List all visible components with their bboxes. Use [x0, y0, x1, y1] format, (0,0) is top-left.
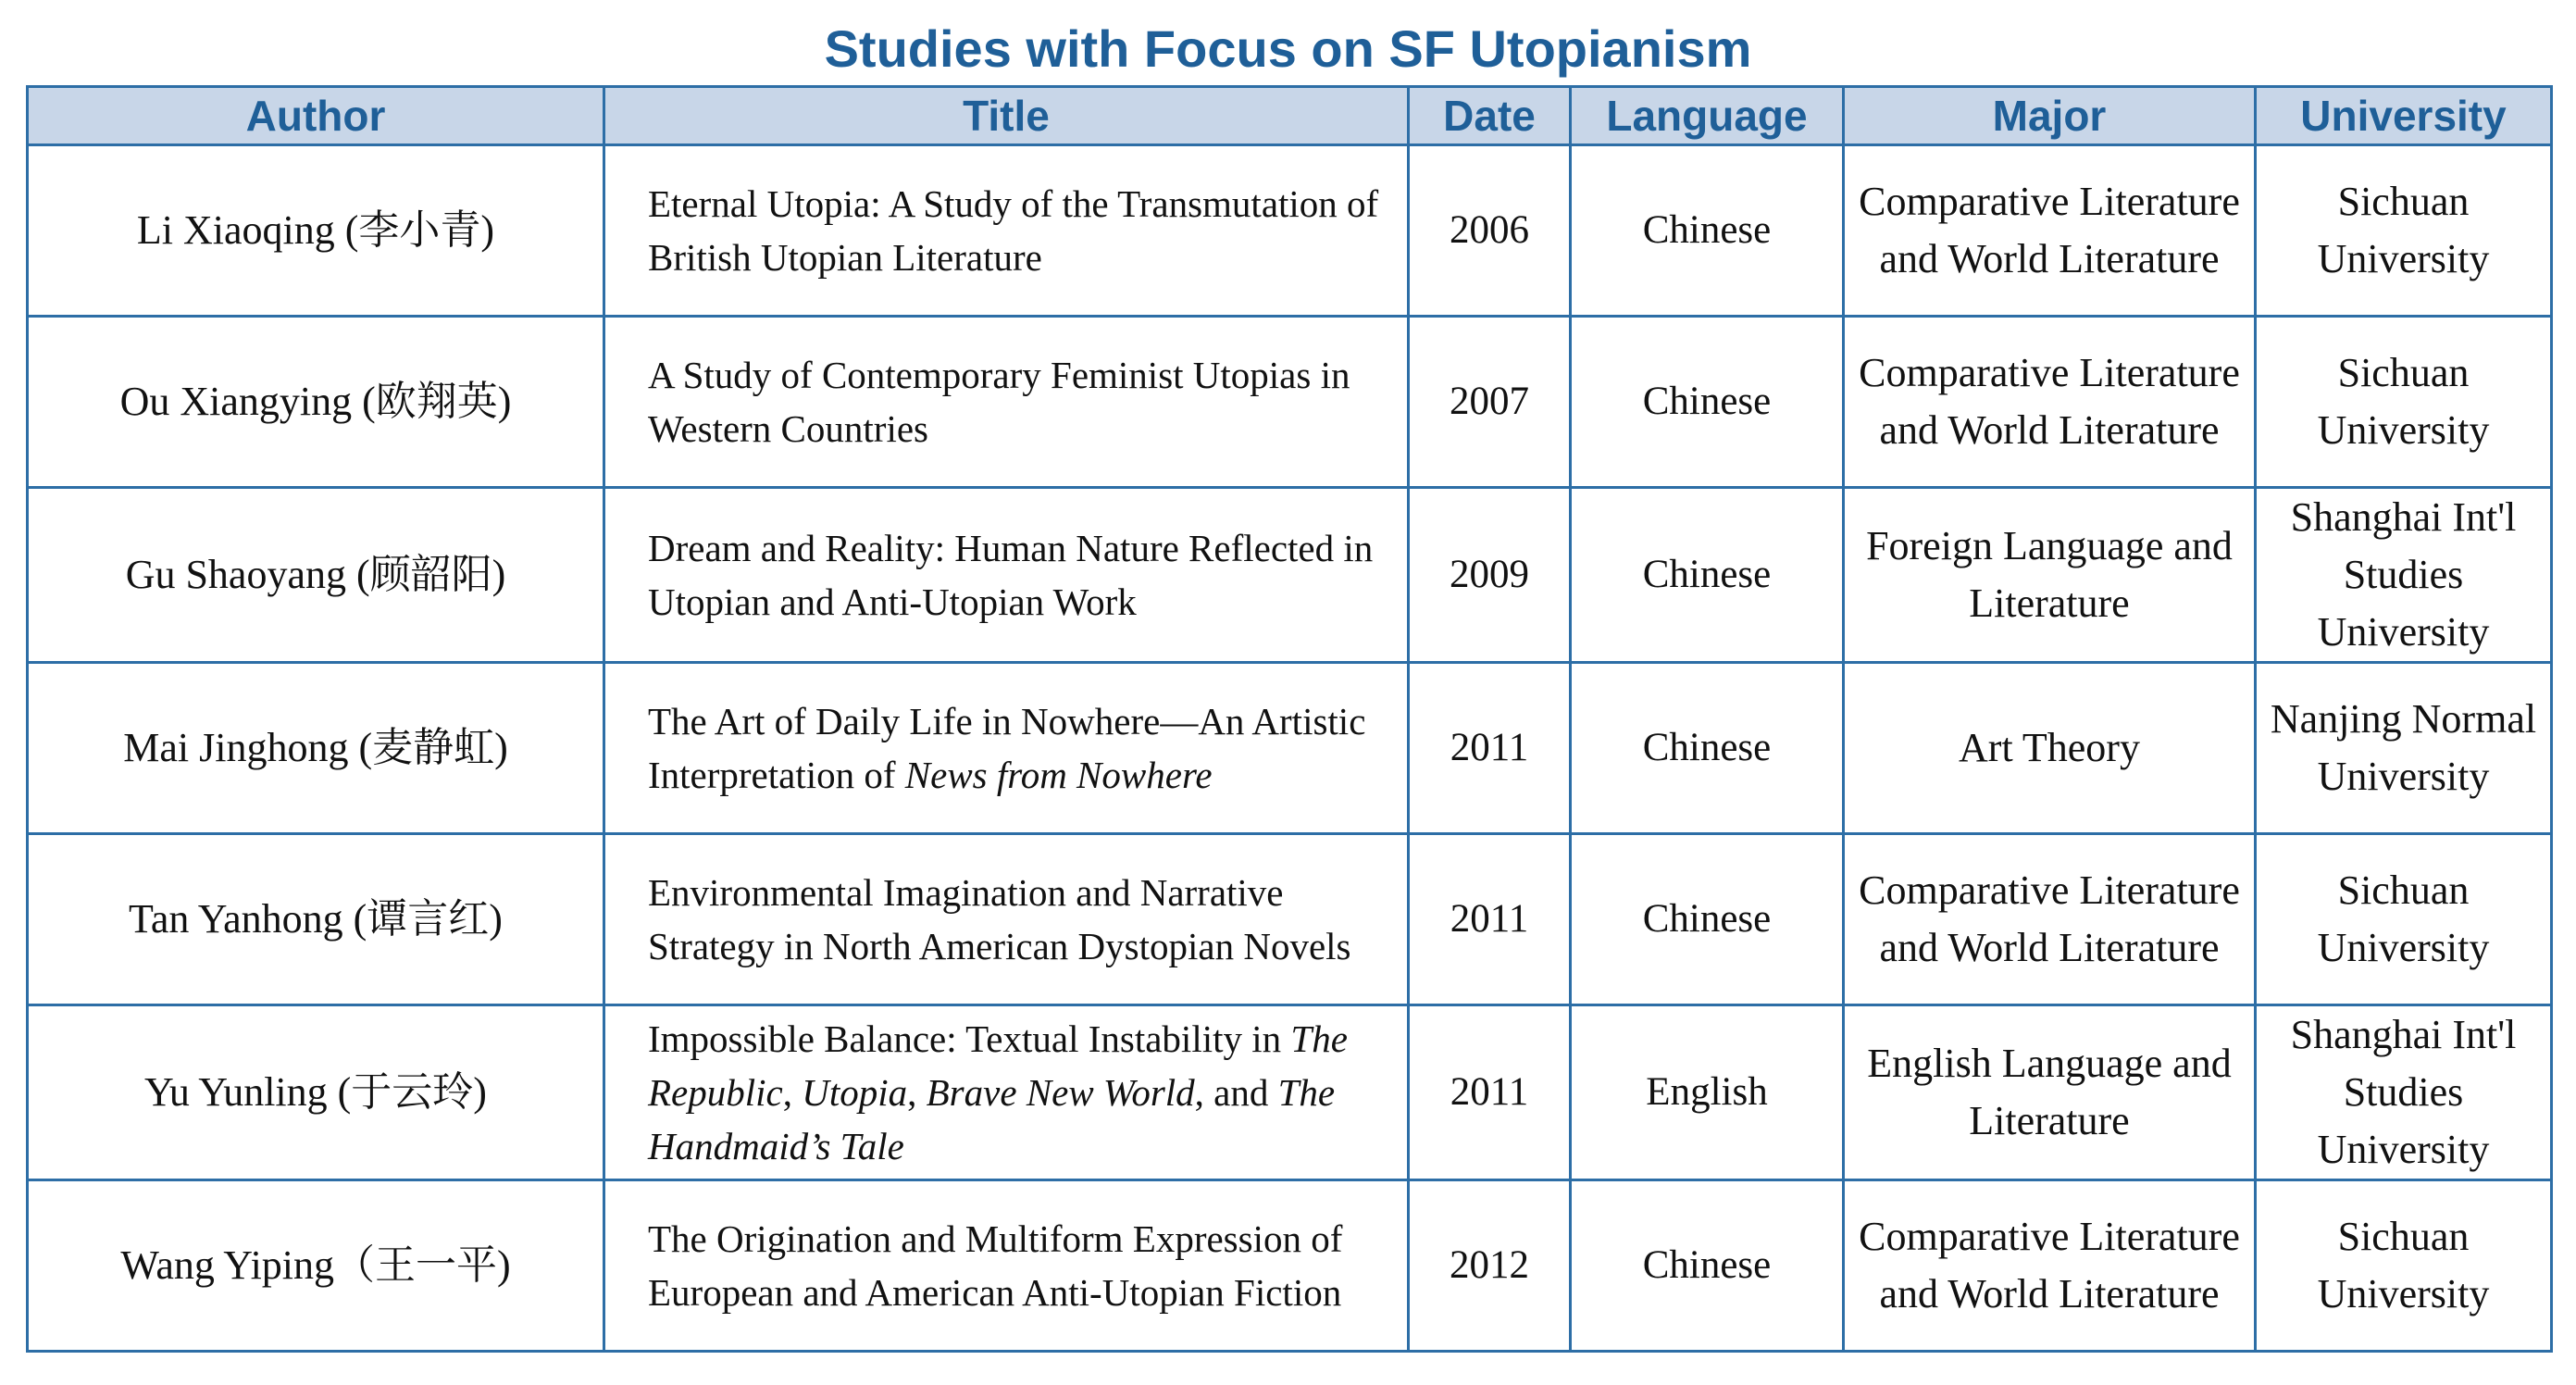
table-row — [28, 488, 2552, 663]
language-cell: Chinese — [1571, 834, 1844, 1005]
author-cell: Yu Yunling (于云玲) — [28, 1005, 604, 1180]
language-cell: Chinese — [1571, 488, 1844, 663]
author-cell: Ou Xiangying (欧翔英) — [28, 317, 604, 488]
date-cell: 2011 — [1409, 663, 1571, 834]
major-cell: Comparative Literature and World Literature — [1844, 1180, 2256, 1352]
author-cell: Mai Jinghong (麦静虹) — [28, 663, 604, 834]
title-cell — [604, 145, 1409, 317]
major-cell: Comparative Literature and World Literature — [1844, 317, 2256, 488]
title-cell — [604, 1005, 1409, 1180]
author-cell: Li Xiaoqing (李小青) — [28, 145, 604, 317]
title-text: Dream and Reality: Human Nature Reflected in Utopian and Anti-Utopian Work — [648, 527, 1374, 623]
major-cell: Foreign Language and Literature — [1844, 488, 2256, 663]
column-header-major: Major — [1844, 87, 2256, 145]
language-cell: Chinese — [1571, 317, 1844, 488]
major-cell: Comparative Literature and World Literature — [1844, 145, 2256, 317]
book-title-italic: The Handmaid’s Tale — [648, 1071, 1336, 1167]
table-row — [28, 1005, 2552, 1180]
date-cell: 2011 — [1409, 1005, 1571, 1180]
author-cell: Tan Yanhong (谭言红) — [28, 834, 604, 1005]
major-cell: Comparative Literature and World Literature — [1844, 834, 2256, 1005]
title-cell — [604, 317, 1409, 488]
date-cell: 2011 — [1409, 834, 1571, 1005]
table-row — [28, 145, 2552, 317]
table-row — [28, 834, 2552, 1005]
studies-table — [26, 85, 2553, 1353]
title-cell — [604, 834, 1409, 1005]
university-cell: Sichuan University — [2256, 317, 2552, 488]
title-text: Environmental Imagination and Narrative Strategy in North American Dystopian Novels — [648, 871, 1351, 967]
table-row — [28, 317, 2552, 488]
university-cell: Sichuan University — [2256, 1180, 2552, 1352]
author-cell: Gu Shaoyang (顾韶阳) — [28, 488, 604, 663]
table-row — [28, 663, 2552, 834]
language-cell: English — [1571, 1005, 1844, 1180]
column-header-author: Author — [28, 87, 604, 145]
title-separator: , — [907, 1071, 927, 1114]
column-header-language: Language — [1571, 87, 1844, 145]
header-row — [28, 87, 2552, 145]
title-text: A Study of Contemporary Feminist Utopias in Western Countries — [648, 354, 1350, 450]
major-cell: English Language and Literature — [1844, 1005, 2256, 1180]
language-cell: Chinese — [1571, 663, 1844, 834]
date-cell: 2009 — [1409, 488, 1571, 663]
book-title-italic: Brave New World — [926, 1071, 1195, 1114]
university-cell: Shanghai Int'l Studies University — [2256, 488, 2552, 663]
university-cell: Shanghai Int'l Studies University — [2256, 1005, 2552, 1180]
title-cell — [604, 488, 1409, 663]
title-separator: , — [782, 1071, 803, 1114]
language-cell: Chinese — [1571, 1180, 1844, 1352]
date-cell: 2006 — [1409, 145, 1571, 317]
major-cell: Art Theory — [1844, 663, 2256, 834]
date-cell: 2012 — [1409, 1180, 1571, 1352]
title-cell — [604, 663, 1409, 834]
title-text: The Origination and Multiform Expression of European and American Anti-Utopian Fiction — [648, 1217, 1343, 1314]
table-row — [28, 1180, 2552, 1352]
title-separator: , and — [1194, 1071, 1278, 1114]
page-title: Studies with Focus on SF Utopianism — [824, 19, 1752, 78]
university-cell: Nanjing Normal University — [2256, 663, 2552, 834]
university-cell: Sichuan University — [2256, 834, 2552, 1005]
title-text: Impossible Balance: Textual Instability in — [648, 1017, 1291, 1060]
university-cell: Sichuan University — [2256, 145, 2552, 317]
date-cell: 2007 — [1409, 317, 1571, 488]
column-header-title: Title — [604, 87, 1409, 145]
column-header-date: Date — [1409, 87, 1571, 145]
title-text: The Art of Daily Life in Nowhere—An Artistic Interpretation of — [648, 700, 1366, 796]
title-cell — [604, 1180, 1409, 1352]
book-title-italic: News from Nowhere — [904, 754, 1213, 796]
column-header-university: University — [2256, 87, 2552, 145]
title-text: Eternal Utopia: A Study of the Transmutation of British Utopian Literature — [648, 182, 1379, 279]
language-cell: Chinese — [1571, 145, 1844, 317]
book-title-italic: Utopia — [802, 1071, 908, 1114]
book-title-italic: The Republic — [648, 1017, 1348, 1114]
author-cell: Wang Yiping（王一平) — [28, 1180, 604, 1352]
